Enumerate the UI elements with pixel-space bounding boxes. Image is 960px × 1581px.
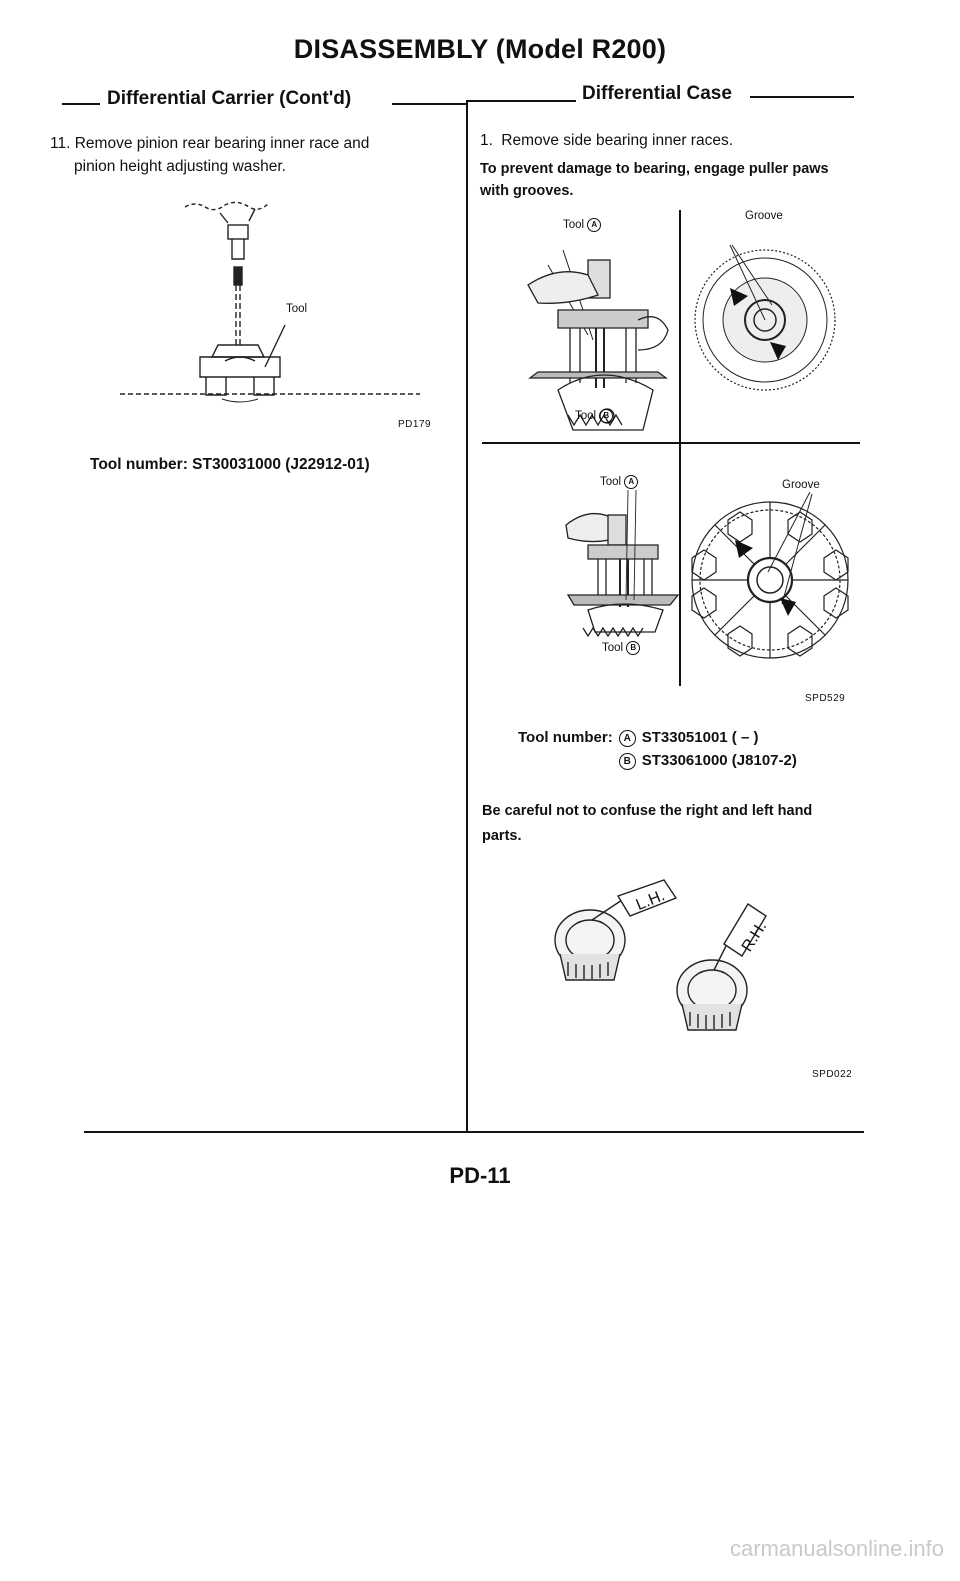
marker-b-icon: B [626,641,640,655]
right-tool-numbers [518,726,803,772]
right-note [482,799,812,849]
figure-grid-horizontal [482,442,860,444]
page-number: PD-11 [449,1163,511,1188]
tag-right-hand: R.H. [738,918,771,955]
page-title: DISASSEMBLY (Model R200) [293,34,667,64]
left-section-heading: Differential Carrier (Cont'd) [107,88,352,109]
right-heading-rule-b [750,96,854,98]
case-face-groove-figure [680,490,860,670]
step-text: Remove side bearing inner races. [501,132,734,149]
caution-line-1: To prevent damage to bearing, engage puller paws [480,161,829,177]
right-caution [480,158,829,202]
step-line-1: Remove pinion rear bearing inner race and [74,135,370,152]
note-line-2: parts. [482,828,522,844]
figure1-groove-bottom: Groove [782,479,820,491]
left-figure-tool-label: Tool [286,303,308,315]
ring-gear-groove-figure [690,230,850,400]
column-divider [466,100,468,1132]
note-line-1: Be careful not to confuse the right and left hand [482,803,813,819]
step-number: 11. [50,135,71,152]
left-figure-code: PD179 [398,419,432,430]
tool-b-value: ST33061000 (J8107-2) [641,752,797,769]
right-section-heading: Differential Case [582,83,732,104]
pinion-bearing-figure [110,195,440,420]
figure1-code: SPD529 [805,693,846,704]
marker-a-icon: A [587,218,601,232]
tool-a-value: ST33051001 ( – ) [641,729,759,746]
step-number: 1. [480,132,493,149]
marker-b-icon: B [619,753,636,770]
puller-gear-figure [548,490,683,650]
figure1-tool-a-bottom: Tool A [600,475,644,489]
step-line-2: pinion height adjusting washer. [74,158,286,175]
figure2-code: SPD022 [812,1069,853,1080]
marker-a-icon: A [624,475,638,489]
figure1-groove-top: Groove [745,210,783,222]
left-heading-rule-a [62,103,100,105]
tag-left-hand: L.H. [633,887,668,914]
right-step-1 [480,129,733,152]
bottom-rule [84,1131,864,1133]
marker-b-icon: B [599,409,613,423]
left-heading-rule-b [392,103,468,105]
left-tool-number: Tool number: ST30031000 (J22912-01) [90,456,370,473]
figure1-tool-b-bottom: Tool B [602,641,646,655]
figure1-tool-a-top: Tool A [563,218,607,232]
watermark-text: carmanualsonline.info [729,1536,944,1561]
tool-number-label: Tool number: [518,729,613,746]
left-step-11 [50,132,450,178]
marker-a-icon: A [619,730,636,747]
caution-line-2: with grooves. [480,183,574,199]
figure1-tool-b-top: Tool B [575,409,619,423]
right-heading-rule-a [468,100,576,102]
